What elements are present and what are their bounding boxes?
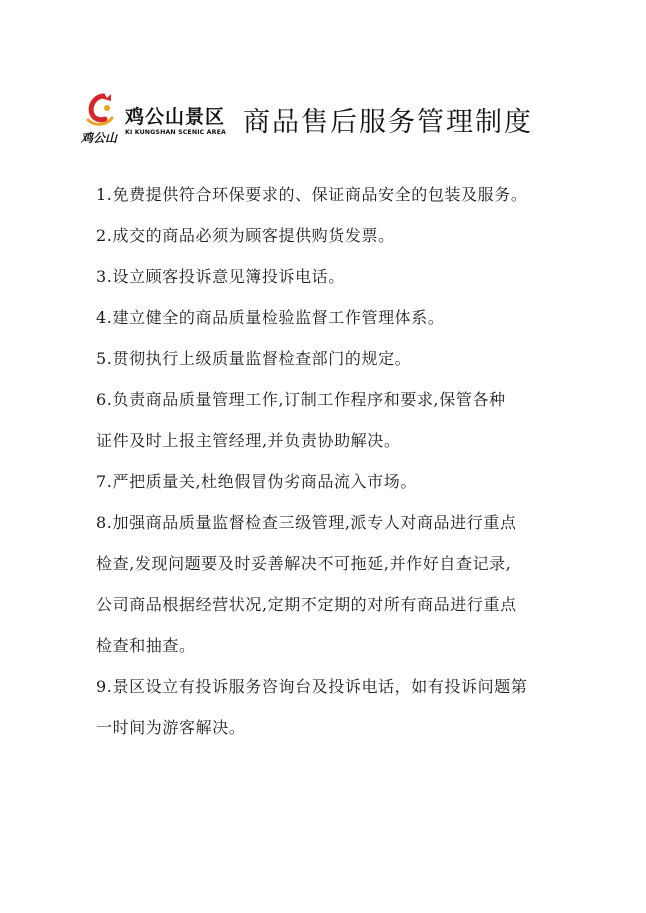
logo-subtitle: KI KUNGSHAN SCENIC AREA	[125, 129, 226, 136]
list-line: 检查,发现问题要及时妥善解决不可拖延,并作好自查记录,	[96, 554, 512, 573]
list-line: 2.成交的商品必须为顾客提供购货发票。	[96, 226, 395, 245]
scenic-area-logo	[80, 92, 230, 148]
list-line: 证件及时上报主管经理,并负责协助解决。	[96, 431, 401, 450]
list-line: 9.景区设立有投诉服务咨询台及投诉电话，如有投诉问题第	[96, 677, 528, 696]
list-line: 3.设立顾客投诉意见簿投诉电话。	[96, 267, 345, 286]
logo-name: 鸡公山景区	[125, 106, 226, 128]
list-line: 检查和抽查。	[96, 636, 196, 655]
list-line: 5.贯彻执行上级质量监督检查部门的规定。	[96, 349, 412, 368]
regulation-list	[96, 174, 566, 748]
rooster-logo-icon	[80, 92, 124, 148]
list-line: 7.严把质量关,杜绝假冒伪劣商品流入市场。	[96, 472, 417, 491]
document-header	[80, 92, 560, 148]
list-line: 公司商品根据经营状况,定期不定期的对所有商品进行重点	[96, 595, 517, 614]
list-line: 1.免费提供符合环保要求的、保证商品安全的包装及服务。	[96, 185, 528, 204]
list-line: 8.加强商品质量监督检查三级管理,派专人对商品进行重点	[96, 513, 517, 532]
list-line: 6.负责商品质量管理工作,订制工作程序和要求,保管各种	[96, 390, 506, 409]
document-title: 商品售后服务管理制度	[243, 107, 533, 138]
list-line: 一时间为游客解决。	[96, 718, 246, 737]
logo-calligraphy: 鸡公山	[81, 131, 118, 145]
list-line: 4.建立健全的商品质量检验监督工作管理体系。	[96, 308, 445, 327]
